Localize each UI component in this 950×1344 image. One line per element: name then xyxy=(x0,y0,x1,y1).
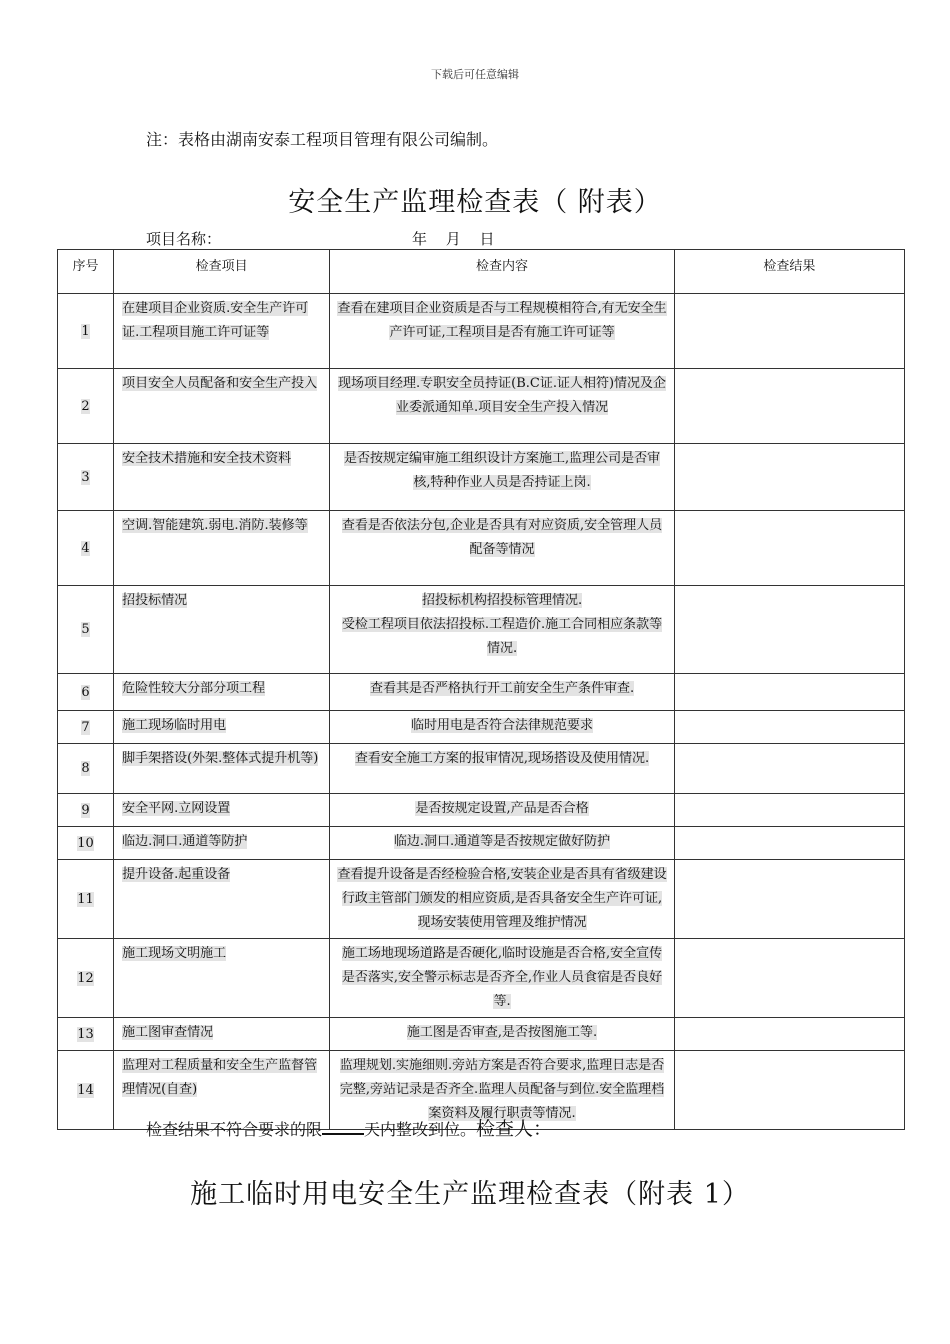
row-item-cell xyxy=(114,1018,330,1051)
row-content: 查看是否依法分包,企业是否具有对应资质,安全管理人员配备等情况 xyxy=(341,518,663,557)
row-number-cell xyxy=(58,444,114,511)
row-number: 1 xyxy=(81,323,90,339)
row-item: 施工现场文明施工 xyxy=(122,946,227,961)
row-item: 安全技术措施和安全技术资料 xyxy=(122,451,292,466)
page-header-note: 下载后可任意编辑 xyxy=(431,68,519,81)
row-number-cell xyxy=(58,369,114,444)
row-content-cell xyxy=(330,444,674,511)
row-item: 招投标情况 xyxy=(122,593,188,608)
row-result-cell[interactable] xyxy=(674,860,904,939)
page-title: 安全生产监理检查表（ 附表） xyxy=(288,187,662,218)
row-result-cell[interactable] xyxy=(674,511,904,586)
table-header-row xyxy=(58,250,905,294)
row-number: 8 xyxy=(81,761,90,776)
table-row xyxy=(58,674,905,711)
row-item: 施工现场临时用电 xyxy=(122,718,227,733)
row-number-cell xyxy=(58,294,114,369)
row-content-cell xyxy=(330,294,674,369)
table-row xyxy=(58,711,905,744)
row-item-cell xyxy=(114,939,330,1018)
row-number: 12 xyxy=(77,970,94,986)
row-result-cell[interactable] xyxy=(674,939,904,1018)
row-content-cell xyxy=(330,511,674,586)
table-row xyxy=(58,1018,905,1051)
row-result-cell[interactable] xyxy=(674,586,904,674)
row-number-cell xyxy=(58,794,114,827)
row-number-cell xyxy=(58,939,114,1018)
row-item: 脚手架搭设(外架.整体式提升机等) xyxy=(122,751,319,766)
row-result-cell[interactable] xyxy=(674,1018,904,1051)
row-content: 临边.洞口.通道等是否按规定做好防护 xyxy=(393,834,611,849)
row-content: 现场项目经理.专职安全员持证(B.C证.证人相符)情况及企业委派通知单.项目安全生产投入情况 xyxy=(337,376,667,415)
row-number: 14 xyxy=(77,1082,94,1098)
header-number: 序号 xyxy=(58,250,114,294)
row-content-cell xyxy=(330,674,674,711)
row-result-cell[interactable] xyxy=(674,744,904,794)
row-number: 9 xyxy=(81,802,90,818)
footer-suffix: 天内整改到位。 xyxy=(364,1120,477,1139)
table-row xyxy=(58,744,905,794)
row-item: 危险性较大分部分项工程 xyxy=(122,681,266,696)
footer-prefix: 检查结果不符合要求的限 xyxy=(146,1120,323,1139)
row-number-cell xyxy=(58,827,114,860)
row-number-cell xyxy=(58,860,114,939)
row-number-cell xyxy=(58,674,114,711)
row-item: 提升设备.起重设备 xyxy=(122,867,231,882)
row-content-cell xyxy=(330,1018,674,1051)
row-result-cell[interactable] xyxy=(674,711,904,744)
row-item: 空调.智能建筑.弱电.消防.装修等 xyxy=(122,518,308,533)
table-row xyxy=(58,860,905,939)
table-row xyxy=(58,294,905,369)
row-result-cell[interactable] xyxy=(674,827,904,860)
row-item-cell xyxy=(114,794,330,827)
next-table-title: 施工临时用电安全生产监理检查表（附表 1） xyxy=(190,1179,750,1210)
table-row xyxy=(58,444,905,511)
row-item: 安全平网.立网设置 xyxy=(122,801,231,816)
header-result: 检查结果 xyxy=(674,250,904,294)
row-content: 查看提升设备是否经检验合格,安装企业是否具有省级建设行政主管部门颁发的相应资质,是否具备安全生产许可证,现场安装使用管理及维护情况 xyxy=(337,867,667,930)
row-item-cell xyxy=(114,511,330,586)
row-number-cell xyxy=(58,511,114,586)
row-content: 查看在建项目企业资质是否与工程规模相符合,有无安全生产许可证,工程项目是否有施工许可证等 xyxy=(337,301,667,340)
table-row xyxy=(58,369,905,444)
row-item-cell xyxy=(114,711,330,744)
row-item: 项目安全人员配备和安全生产投入 xyxy=(122,376,318,391)
header-content: 检查内容 xyxy=(330,250,674,294)
row-number: 6 xyxy=(81,684,90,700)
row-number: 10 xyxy=(77,835,94,851)
row-result-cell[interactable] xyxy=(674,674,904,711)
table-row xyxy=(58,939,905,1018)
row-number: 3 xyxy=(81,469,90,485)
row-content: 施工场地现场道路是否硬化,临时设施是否合格,安全宣传是否落实,安全警示标志是否齐全,作业人员食宿是否良好等. xyxy=(341,946,663,1009)
row-content-cell xyxy=(330,369,674,444)
row-number-cell xyxy=(58,711,114,744)
row-content: 是否按规定编审施工组织设计方案施工,监理公司是否审核,特种作业人员是否持证上岗. xyxy=(343,451,661,490)
row-number: 11 xyxy=(77,891,94,907)
row-result-cell[interactable] xyxy=(674,294,904,369)
row-item-cell xyxy=(114,860,330,939)
table-row xyxy=(58,827,905,860)
row-item-cell xyxy=(114,586,330,674)
row-content-cell xyxy=(330,939,674,1018)
inspector-label: 检查人： xyxy=(476,1118,553,1140)
row-item: 在建项目企业资质.安全生产许可证.工程项目施工许可证等 xyxy=(122,301,309,340)
header-item: 检查项目 xyxy=(114,250,330,294)
row-item: 施工图审查情况 xyxy=(122,1025,214,1040)
row-content: 施工图是否审查,是否按图施工等. xyxy=(406,1025,598,1040)
row-item: 监理对工程质量和安全生产监督管理情况(自查) xyxy=(122,1058,318,1097)
row-item-cell xyxy=(114,444,330,511)
row-number-cell xyxy=(58,586,114,674)
row-item-cell xyxy=(114,744,330,794)
row-result-cell[interactable] xyxy=(674,369,904,444)
row-item-cell xyxy=(114,369,330,444)
row-content-cell xyxy=(330,860,674,939)
row-number: 7 xyxy=(81,719,90,735)
row-content-cell xyxy=(330,586,674,674)
row-content: 监理规划.实施细则.旁站方案是否符合要求,监理日志是否完整,旁站记录是否齐全.监理人员配备与到位.安全监理档案资料及履行职责等情况. xyxy=(339,1058,665,1121)
row-result-cell[interactable] xyxy=(674,794,904,827)
table-body xyxy=(58,294,905,1130)
row-content: 查看其是否严格执行开工前安全生产条件审查. xyxy=(369,681,635,696)
row-content: 查看安全施工方案的报审情况,现场搭设及使用情况. xyxy=(354,751,650,766)
row-content-cell xyxy=(330,794,674,827)
row-content: 是否按规定设置,产品是否合格 xyxy=(415,801,589,816)
row-result-cell[interactable] xyxy=(674,444,904,511)
table-row xyxy=(58,794,905,827)
footer-line xyxy=(146,1114,552,1141)
form-note: 注：表格由湖南安泰工程项目管理有限公司编制。 xyxy=(146,130,499,149)
row-item-cell xyxy=(114,827,330,860)
row-item: 临边.洞口.通道等防护 xyxy=(122,834,248,849)
date-label: 年 月 日 xyxy=(412,230,495,248)
row-number: 5 xyxy=(81,622,90,637)
row-content-cell xyxy=(330,711,674,744)
days-blank[interactable] xyxy=(322,1119,364,1135)
table-row xyxy=(58,511,905,586)
inspection-table xyxy=(57,249,905,1130)
row-number: 2 xyxy=(81,398,90,414)
row-number-cell xyxy=(58,744,114,794)
row-number: 4 xyxy=(81,540,90,556)
row-content-cell xyxy=(330,744,674,794)
row-result-cell[interactable] xyxy=(674,1051,904,1130)
row-number-cell xyxy=(58,1018,114,1051)
row-content: 临时用电是否符合法律规范要求 xyxy=(411,718,594,733)
row-item-cell xyxy=(114,294,330,369)
row-number: 13 xyxy=(77,1026,94,1042)
row-content: 招投标机构招投标管理情况. 受检工程项目依法招投标.工程造价.施工合同相应条款等情况. xyxy=(341,593,663,656)
project-name-label: 项目名称： xyxy=(146,230,222,248)
row-number-cell xyxy=(58,1051,114,1130)
table-row xyxy=(58,586,905,674)
row-content-cell xyxy=(330,827,674,860)
row-item-cell xyxy=(114,674,330,711)
